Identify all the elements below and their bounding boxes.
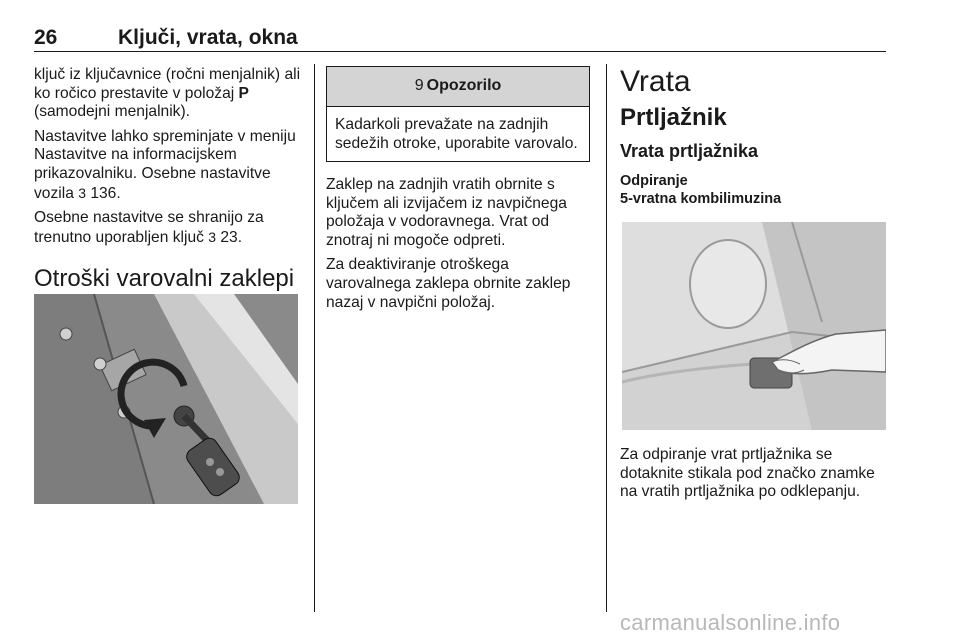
variant-heading: 5-vratna kombilimuzina bbox=[620, 191, 782, 207]
section-heading: Prtljažnik bbox=[620, 104, 727, 131]
subsection-heading: Vrata prtljažnika bbox=[620, 141, 759, 161]
column-1 bbox=[34, 66, 304, 307]
column-divider-2 bbox=[606, 64, 607, 612]
text: 23. bbox=[216, 228, 243, 246]
chapter-heading: Vrata bbox=[620, 65, 691, 98]
column-3 bbox=[620, 66, 890, 208]
page-ref-icon: 3 bbox=[208, 228, 217, 245]
warning-text: Kadarkoli prevažate na zadnjih sedežih otroke, uporabite varovalo. bbox=[335, 116, 578, 152]
warning-box bbox=[326, 66, 590, 162]
header-rule bbox=[34, 51, 886, 52]
chapter-title: Ključi, vrata, okna bbox=[118, 26, 298, 49]
column-divider-1 bbox=[314, 64, 315, 612]
paragraph bbox=[34, 209, 304, 247]
tailgate-illustration bbox=[622, 222, 886, 430]
page-header bbox=[34, 26, 886, 52]
text: Osebne nastavitve se shranijo za trenutno uporabljen ključ bbox=[34, 209, 264, 246]
text: Nastavitve lahko spreminjate v meniju Nastavitve na informacijskem prikazovalniku. Osebne nastavitve vozila bbox=[34, 127, 296, 202]
text: (samodejni menjalnik). bbox=[34, 103, 190, 121]
page-number: 26 bbox=[34, 26, 58, 49]
section-heading: Otroški varovalni zaklepi bbox=[34, 265, 295, 293]
paragraph: Zaklep na zadnjih vratih obrnite s ključem ali izvijačem iz navpičnega položaja v vodoravnega. Vrat od znotraj ni mogoče odpreti. bbox=[326, 176, 567, 249]
gear-position-p: P bbox=[238, 84, 249, 102]
page-ref-icon: 3 bbox=[78, 184, 86, 201]
warning-icon: 9 bbox=[414, 77, 424, 95]
text: ključ iz ključavnice (ročni menjalnik) ali ko ročico prestavite v položaj bbox=[34, 66, 301, 102]
topic-heading: Odpiranje bbox=[620, 173, 688, 189]
paragraph: Za odpiranje vrat prtljažnika se dotaknite stikala pod značko znamke na vratih prtljažnika po odklepanju. bbox=[620, 446, 875, 501]
paragraph bbox=[34, 128, 304, 203]
watermark: carmanualsonline.info bbox=[620, 610, 841, 635]
child-lock-illustration bbox=[34, 294, 298, 504]
text: 136. bbox=[86, 184, 121, 202]
warning-title: Opozorilo bbox=[426, 77, 502, 95]
paragraph: Za deaktiviranje otroškega varovalnega zaklepa obrnite zaklep nazaj v navpični položaj. bbox=[326, 256, 571, 311]
warning-header bbox=[327, 67, 589, 107]
paragraph bbox=[34, 66, 304, 122]
column-2 bbox=[326, 66, 592, 318]
column-3-caption bbox=[620, 446, 890, 508]
